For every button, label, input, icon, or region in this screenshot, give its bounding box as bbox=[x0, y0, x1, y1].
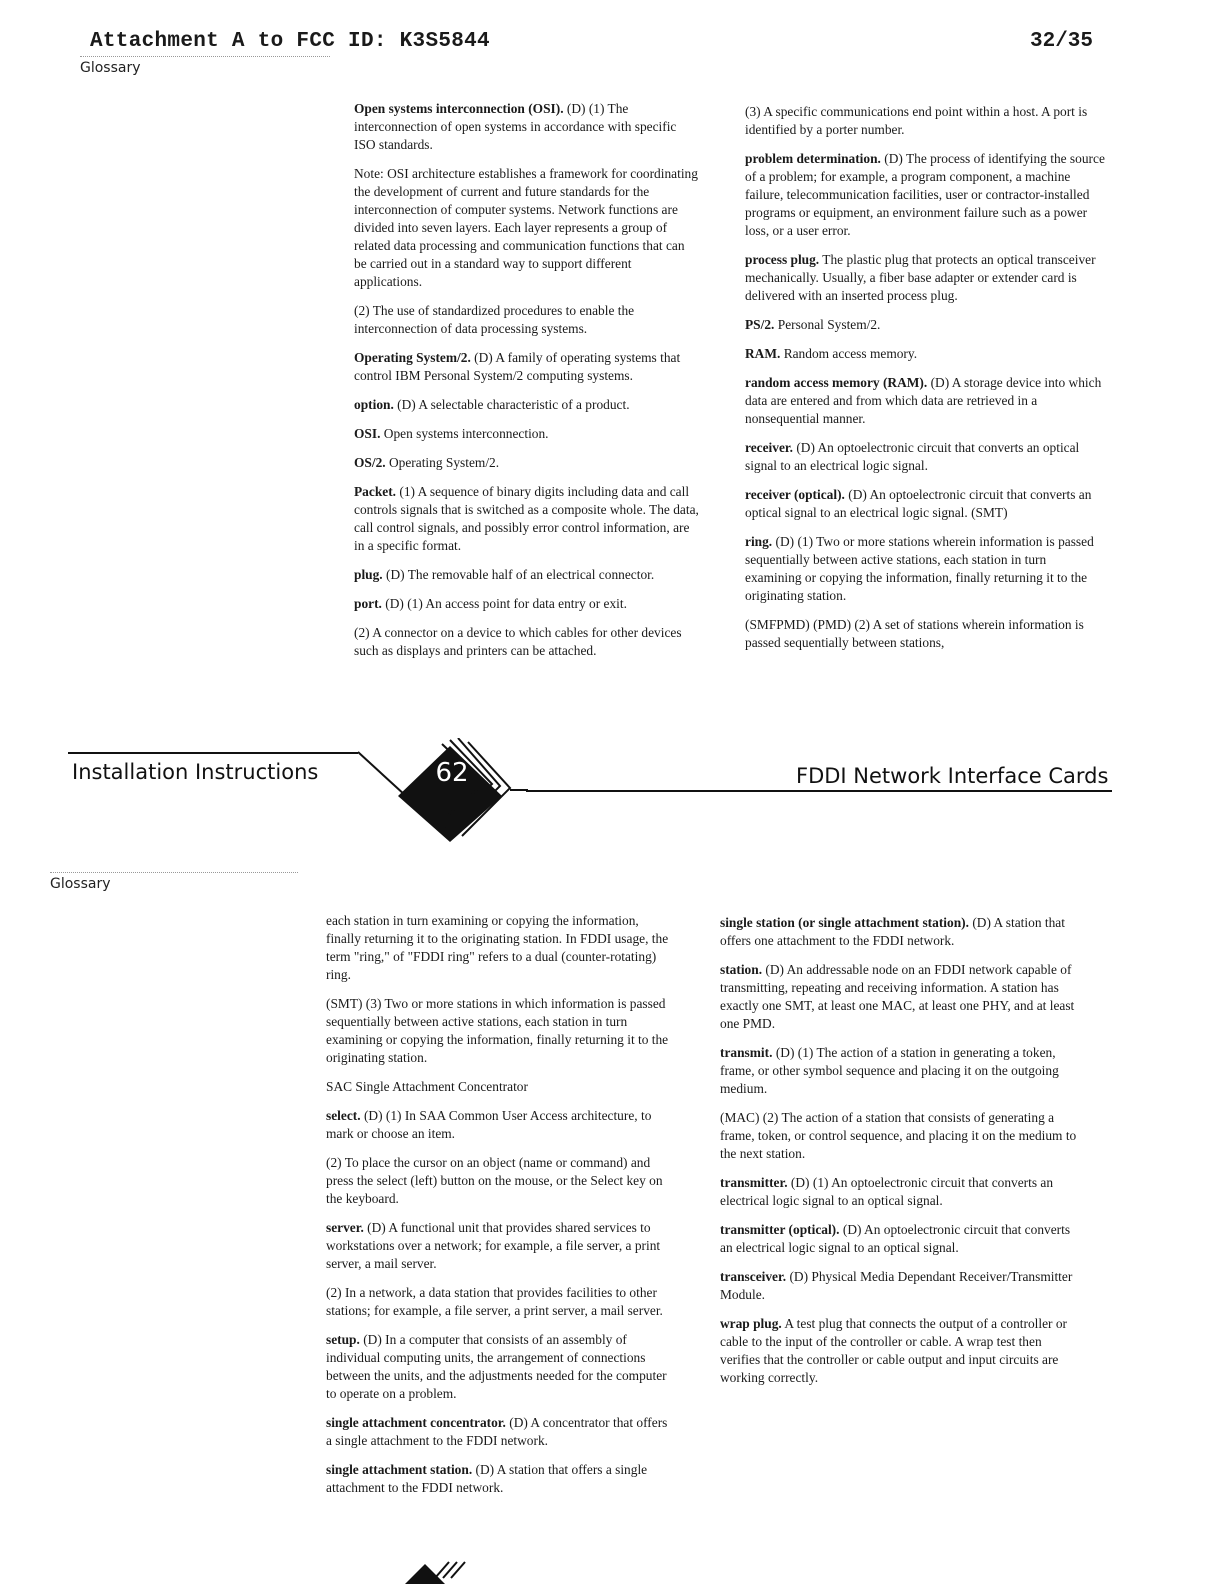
section-dotted-divider bbox=[50, 872, 298, 873]
glossary-entry bbox=[720, 1268, 1084, 1304]
glossary-definition: (D) In a computer that consists of an assembly of individual computing units, the arrangement of connections between the units, and the adjustments needed for the computer to operate on a problem. bbox=[326, 1332, 667, 1401]
glossary-term: receiver. bbox=[745, 440, 793, 455]
glossary-entry bbox=[745, 316, 1105, 334]
glossary-definition: (2) A connector on a device to which cables for other devices such as displays and printers can be attached. bbox=[354, 625, 682, 658]
glossary-definition: (D) An optoelectronic circuit that converts an electrical logic signal to an optical signal. bbox=[720, 1222, 1071, 1255]
glossary-entry bbox=[354, 349, 700, 385]
glossary-entry bbox=[745, 616, 1105, 652]
glossary-entry bbox=[326, 1331, 674, 1403]
glossary-term: OS/2. bbox=[354, 455, 386, 470]
glossary-entry bbox=[354, 100, 700, 154]
glossary-term: single attachment station. bbox=[326, 1462, 473, 1477]
glossary-column-bottom-left bbox=[326, 912, 674, 1508]
glossary-definition: (D) (1) In SAA Common User Access architecture, to mark or choose an item. bbox=[326, 1108, 652, 1141]
glossary-entry bbox=[354, 425, 700, 443]
glossary-term: PS/2. bbox=[745, 317, 775, 332]
glossary-entry bbox=[326, 1284, 674, 1320]
glossary-definition: Operating System/2. bbox=[389, 455, 500, 470]
glossary-entry bbox=[745, 374, 1105, 428]
glossary-definition: (D) A station that offers a single attachment to the FDDI network. bbox=[326, 1462, 648, 1495]
page-number: 62 bbox=[435, 758, 469, 788]
glossary-definition: SAC Single Attachment Concentrator bbox=[326, 1079, 528, 1094]
glossary-entry bbox=[326, 912, 674, 984]
glossary-definition: (D) (1) The action of a station in generating a token, frame, or other symbol sequence and placing it on the outgoing medium. bbox=[720, 1045, 1059, 1096]
glossary-entry bbox=[354, 595, 700, 613]
glossary-term: server. bbox=[326, 1220, 364, 1235]
document-header-title: Attachment A to FCC ID: K3S5844 bbox=[90, 30, 490, 53]
glossary-definition: Random access memory. bbox=[783, 346, 918, 361]
glossary-definition: (D) A station that offers one attachment to the FDDI network. bbox=[720, 915, 1065, 948]
glossary-term: port. bbox=[354, 596, 382, 611]
glossary-entry bbox=[720, 914, 1084, 950]
glossary-entry bbox=[720, 961, 1084, 1033]
glossary-term: problem determination. bbox=[745, 151, 881, 166]
glossary-entry bbox=[354, 396, 700, 414]
glossary-definition: (D) The process of identifying the source of a problem; for example, a program component, a machine failure, telecommunication facilities, user or contractor-installed programs or equipment, an environment failure such as a power loss, or a user error. bbox=[745, 151, 1105, 238]
glossary-entry bbox=[326, 1219, 674, 1273]
section-label-top: Glossary bbox=[80, 60, 141, 76]
glossary-term: transmitter. bbox=[720, 1175, 788, 1190]
glossary-entry bbox=[354, 566, 700, 584]
glossary-definition: (MAC) (2) The action of a station that consists of generating a frame, token, or control sequence, and placing it on the medium to the next station. bbox=[720, 1110, 1077, 1161]
glossary-entry bbox=[326, 1107, 674, 1143]
glossary-definition: A test plug that connects the output of a controller or cable to the input of the controller or cable. A wrap test then verifies that the controller or cable output and input circuits are working correctly. bbox=[720, 1316, 1067, 1385]
glossary-definition: The plastic plug that protects an optical transceiver mechanically. Usually, a fiber base adapter or extender card is delivered with an inserted process plug. bbox=[745, 252, 1096, 303]
glossary-definition: (D) Physical Media Dependant Receiver/Transmitter Module. bbox=[720, 1269, 1073, 1302]
glossary-term: option. bbox=[354, 397, 394, 412]
glossary-term: OSI. bbox=[354, 426, 381, 441]
glossary-entry bbox=[354, 165, 700, 291]
glossary-term: process plug. bbox=[745, 252, 820, 267]
glossary-entry bbox=[745, 486, 1105, 522]
glossary-term: transceiver. bbox=[720, 1269, 787, 1284]
glossary-entry bbox=[745, 345, 1105, 363]
glossary-definition: (2) To place the cursor on an object (name or command) and press the select (left) button on the mouse, or the Select key on the keyboard. bbox=[326, 1155, 663, 1206]
glossary-entry bbox=[745, 533, 1105, 605]
glossary-definition: (D) (1) Two or more stations wherein information is passed sequentially between active stations, each station in turn examining or copying the information, finally returning it to the originating station. bbox=[745, 534, 1094, 603]
glossary-entry bbox=[745, 150, 1105, 240]
glossary-definition: (D) A storage device into which data are entered and from which data are retrieved in a nonsequential manner. bbox=[745, 375, 1102, 426]
glossary-entry bbox=[354, 624, 700, 660]
glossary-entry bbox=[354, 454, 700, 472]
glossary-definition: Open systems interconnection. bbox=[383, 426, 549, 441]
glossary-entry bbox=[354, 483, 700, 555]
glossary-definition: (D) An optoelectronic circuit that converts an optical signal to an electrical logic signal. bbox=[745, 440, 1080, 473]
glossary-term: transmitter (optical). bbox=[720, 1222, 840, 1237]
glossary-definition: (2) In a network, a data station that provides facilities to other stations; for example, a file server, a print server, a mail server. bbox=[326, 1285, 663, 1318]
glossary-entry bbox=[326, 1078, 674, 1096]
footer-rule-right bbox=[526, 790, 1112, 792]
glossary-column-top-right bbox=[745, 103, 1105, 663]
glossary-definition: (D) A selectable characteristic of a product. bbox=[397, 397, 630, 412]
glossary-definition: (1) A sequence of binary digits including data and call controls signals that is switched as a composite whole. The data, call control signals, and possibly error control information, are in a specific format. bbox=[354, 484, 699, 553]
glossary-definition: (D) An optoelectronic circuit that converts an optical signal to an electrical logic signal. (SMT) bbox=[745, 487, 1092, 520]
glossary-entry bbox=[326, 995, 674, 1067]
glossary-entry bbox=[354, 302, 700, 338]
glossary-entry bbox=[745, 103, 1105, 139]
glossary-definition: (SMFPMD) (PMD) (2) A set of stations wherein information is passed sequentially between stations, bbox=[745, 617, 1084, 650]
glossary-term: receiver (optical). bbox=[745, 487, 845, 502]
glossary-definition: (3) A specific communications end point within a host. A port is identified by a porter number. bbox=[745, 104, 1088, 137]
glossary-entry bbox=[720, 1221, 1084, 1257]
glossary-term: ring. bbox=[745, 534, 773, 549]
glossary-definition: each station in turn examining or copying the information, finally returning it to the originating station. In FDDI usage, the term "ring," of "FDDI ring" refers to a dual (counter-rotating) ring. bbox=[326, 913, 669, 982]
glossary-definition: Note: OSI architecture establishes a framework for coordinating the development of current and future standards for the interconnection of computer systems. Network functions are divided into seven layers. Each layer represents a group of related data processing and communication functions that can be carried out in a standard way to support different applications. bbox=[354, 166, 698, 289]
glossary-definition: (2) The use of standardized procedures to enable the interconnection of data processing systems. bbox=[354, 303, 635, 336]
glossary-term: Operating System/2. bbox=[354, 350, 471, 365]
glossary-term: station. bbox=[720, 962, 763, 977]
glossary-entry bbox=[720, 1174, 1084, 1210]
header-dotted-divider bbox=[80, 56, 330, 57]
glossary-entry bbox=[745, 251, 1105, 305]
glossary-term: Packet. bbox=[354, 484, 397, 499]
glossary-term: Open systems interconnection (OSI). bbox=[354, 101, 564, 116]
glossary-entry bbox=[326, 1414, 674, 1450]
glossary-term: single attachment concentrator. bbox=[326, 1415, 506, 1430]
footer-rule-left bbox=[68, 752, 358, 754]
glossary-definition: (D) (1) An access point for data entry or exit. bbox=[385, 596, 627, 611]
glossary-term: wrap plug. bbox=[720, 1316, 782, 1331]
glossary-term: plug. bbox=[354, 567, 383, 582]
glossary-definition: (D) A family of operating systems that control IBM Personal System/2 computing systems. bbox=[354, 350, 681, 383]
glossary-entry bbox=[326, 1461, 674, 1497]
glossary-term: transmit. bbox=[720, 1045, 773, 1060]
glossary-definition: (D) An addressable node on an FDDI network capable of transmitting, repeating and receiving information. A station has exactly one SMT, at least one MAC, at least one PHY, and at least one PMD. bbox=[720, 962, 1075, 1031]
glossary-term: single station (or single attachment station). bbox=[720, 915, 969, 930]
footer-manual-title: Installation Instructions bbox=[72, 760, 319, 784]
glossary-entry bbox=[720, 1109, 1084, 1163]
section-label-bottom: Glossary bbox=[50, 876, 111, 892]
glossary-entry bbox=[720, 1044, 1084, 1098]
glossary-definition: (D) (1) The interconnection of open systems in accordance with specific ISO standards. bbox=[354, 101, 677, 152]
glossary-term: random access memory (RAM). bbox=[745, 375, 928, 390]
glossary-term: RAM. bbox=[745, 346, 781, 361]
glossary-entry bbox=[326, 1154, 674, 1208]
glossary-term: setup. bbox=[326, 1332, 360, 1347]
glossary-entry bbox=[720, 1315, 1084, 1387]
glossary-definition: (D) A functional unit that provides shared services to workstations over a network; for example, a file server, a print server, a mail server. bbox=[326, 1220, 661, 1271]
glossary-column-top-left bbox=[354, 100, 700, 671]
glossary-definition: (SMT) (3) Two or more stations in which information is passed sequentially between active stations, each station in turn examining or copying the information, finally returning it to the originating station. bbox=[326, 996, 669, 1065]
glossary-definition: Personal System/2. bbox=[777, 317, 881, 332]
glossary-column-bottom-right bbox=[720, 914, 1084, 1398]
page-number-diamond-icon bbox=[340, 738, 540, 842]
page-count: 32/35 bbox=[1030, 30, 1094, 53]
glossary-definition: (D) A concentrator that offers a single attachment to the FDDI network. bbox=[326, 1415, 668, 1448]
glossary-term: select. bbox=[326, 1108, 361, 1123]
glossary-definition: (D) The removable half of an electrical connector. bbox=[386, 567, 655, 582]
glossary-entry bbox=[745, 439, 1105, 475]
footer-product-title: FDDI Network Interface Cards bbox=[796, 764, 1109, 788]
glossary-definition: (D) (1) An optoelectronic circuit that converts an electrical logic signal to an optical signal. bbox=[720, 1175, 1054, 1208]
partial-diamond-icon bbox=[405, 1558, 475, 1584]
